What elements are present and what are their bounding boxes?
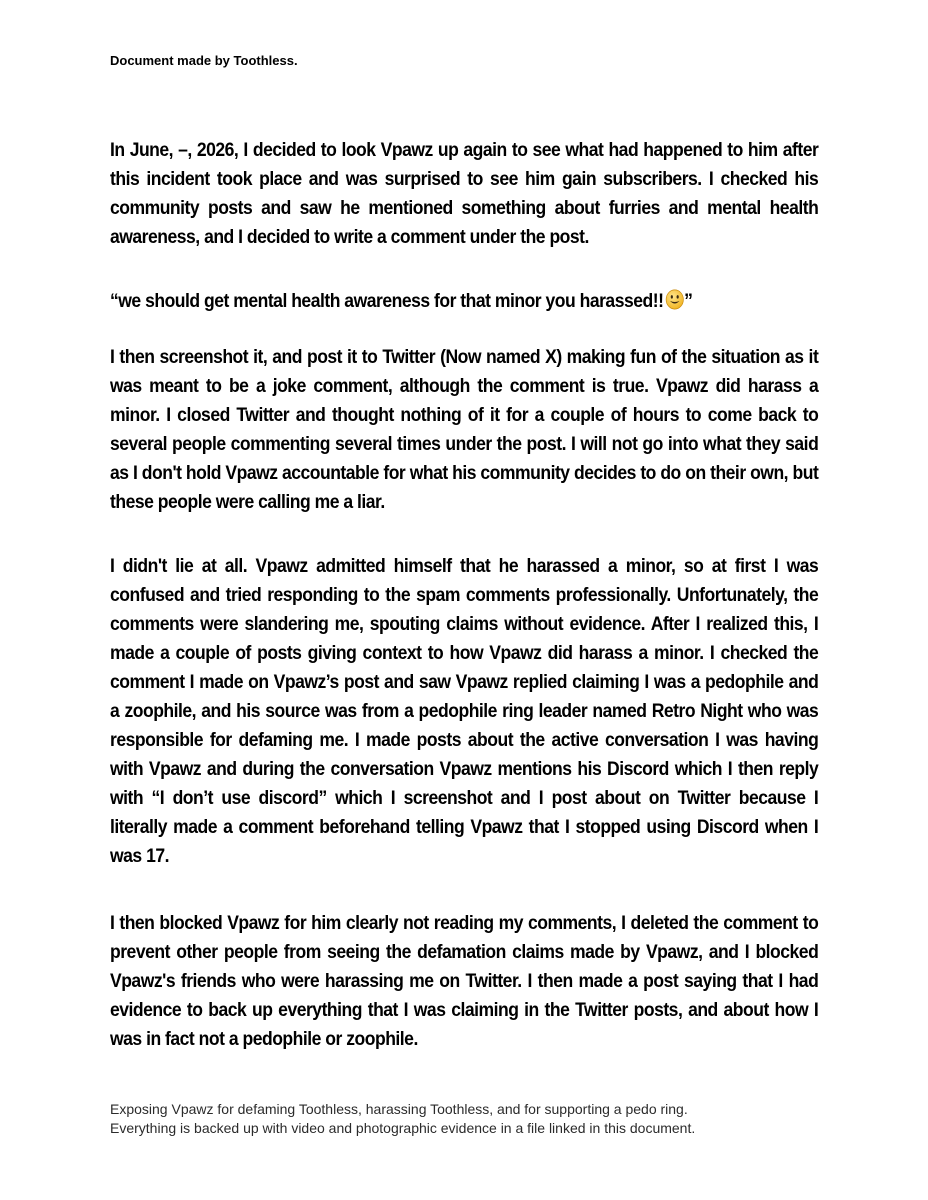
paragraph-3: I didn't lie at all. Vpawz admitted himself that he harassed a minor, so at first I was confused and tried responding to the spam comments professionally. Unfortunately, the comments were slandering me, spouting claims without evidence. After I realized this, I made a couple of posts giving context to how Vpawz did harass a minor. I checked the comment I made on Vpawz’s post and saw Vpawz replied claiming I was a pedophile and a zoophile, and his source was from a pedophile ring leader named Retro Night who was responsible for defaming me. I made posts about the active conversation I was having with Vpawz and during the conversation Vpawz mentions his Discord which I then reply with “I don’t use discord” which I screenshot and I post about on Twitter because I literally made a comment beforehand telling Vpawz that I stopped using Discord when I was 17. <box>110 555 819 867</box>
smiley-face-emoji-icon <box>665 289 684 310</box>
header-note: Document made by Toothless. <box>110 53 298 68</box>
footer-line-2: Everything is backed up with video and photographic evidence in a file linked in this document. <box>110 1120 696 1136</box>
footer-line-1: Exposing Vpawz for defaming Toothless, harassing Toothless, and for supporting a pedo ring. <box>110 1101 688 1117</box>
footer-note <box>110 1100 830 1138</box>
quote-closing-mark: ” <box>684 290 693 312</box>
paragraph-2: I then screenshot it, and post it to Twitter (Now named X) making fun of the situation as it was meant to be a joke comment, although the comment is true. Vpawz did harass a minor. I closed Twitter and thought nothing of it for a couple of hours to come back to several people commenting several times under the post. I will not go into what they said as I don't hold Vpawz accountable for what his community decides to do on their own, but these people were calling me a liar. <box>110 346 819 513</box>
quoted-comment <box>110 287 818 316</box>
quote-text: “we should get mental health awareness for that minor you harassed!! <box>110 290 664 312</box>
paragraph-1: In June, –, 2026, I decided to look Vpawz up again to see what had happened to him after this incident took place and was surprised to see him gain subscribers. I checked his community posts and saw he mentioned something about furries and mental health awareness, and I decided to write a comment under the post. <box>110 139 819 248</box>
paragraph-4: I then blocked Vpawz for him clearly not reading my comments, I deleted the comment to prevent other people from seeing the defamation claims made by Vpawz, and I blocked Vpawz's friends who were harassing me on Twitter. I then made a post saying that I had evidence to back up everything that I was claiming in the Twitter posts, and about how I was in fact not a pedophile or zoophile. <box>110 912 819 1050</box>
